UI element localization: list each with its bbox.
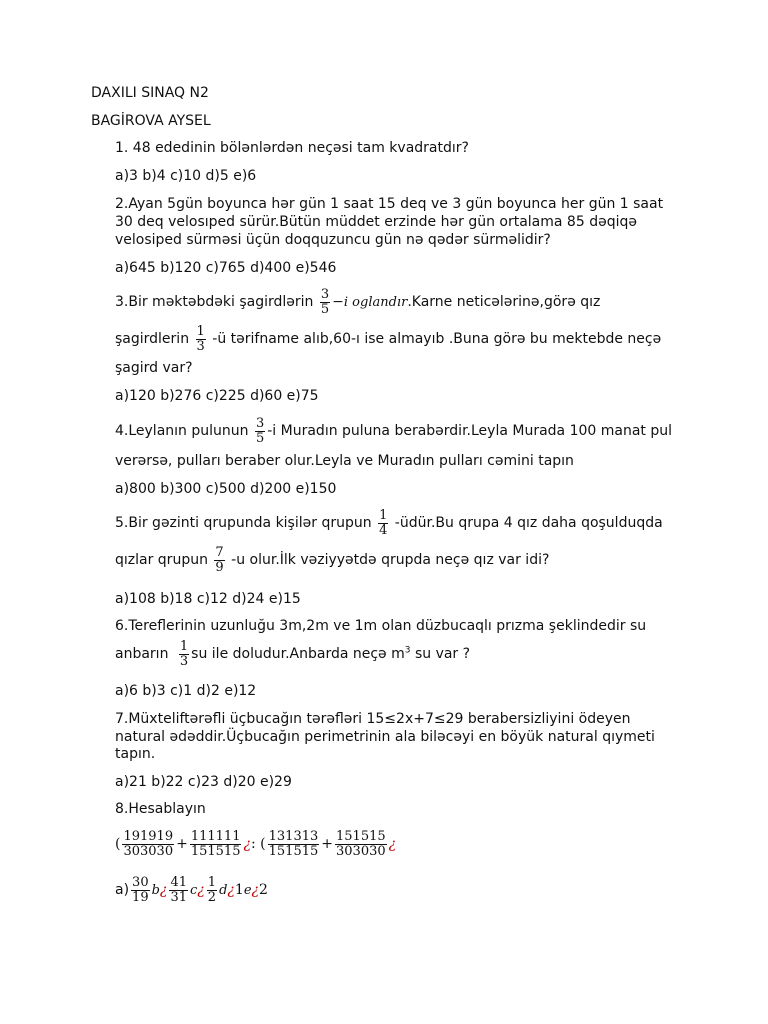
question-3-answers: a)120 b)276 c)225 d)60 e)75 — [115, 388, 319, 404]
question-8-title: 8.Hesablayın — [115, 801, 206, 817]
question-4-prefix: 4.Leylanın pulunun — [115, 423, 249, 440]
question-6-line-2 — [115, 640, 470, 668]
question-1-answers: a)3 b)4 c)10 d)5 e)6 — [115, 168, 257, 184]
fraction-one-third — [196, 325, 206, 353]
question-3-line-2-prefix: şagirdlerin — [115, 331, 190, 348]
answer-c-fraction — [207, 876, 217, 904]
question-7-line-1: 7.Müxteliftərəfli üçbucağın tərəfləri 15≤2x+7≤29 berabersizliyini ödeyen — [115, 711, 631, 727]
broken-glyph: ¿ — [197, 882, 205, 899]
fraction-denominator: 31 — [170, 889, 187, 905]
broken-glyph: ¿ — [243, 836, 251, 853]
fraction-denominator: 19 — [132, 889, 149, 905]
question-3-line-2-after: -ü tərifname alıb,60-ı ise almayıb .Buna görə bu mektebde neçə — [212, 331, 662, 348]
fraction-numerator: 1 — [179, 639, 189, 654]
answer-c-label: c — [189, 883, 198, 899]
fraction-expression-3 — [268, 830, 320, 858]
question-6-line-2-end: su var ? — [410, 646, 471, 663]
broken-glyph: ¿ — [227, 882, 235, 899]
colon-open-paren: : ( — [251, 836, 266, 853]
question-5-answers: a)108 b)18 c)12 d)24 e)15 — [115, 591, 301, 607]
document-title: DAXILI SINAQ N2 — [91, 85, 209, 101]
question-4-line-1 — [115, 417, 672, 445]
fraction-denominator: 5 — [255, 430, 265, 446]
fraction-expression-4 — [335, 830, 387, 858]
question-4-line-2: verərsə, pulları beraber olur.Leyla ve Muradın pulları cəmini tapın — [115, 453, 574, 469]
question-5-line-2-after: -u olur.İlk vəziyyətdə qrupda neçə qız var idi? — [231, 552, 550, 569]
question-6-line-2-after: su ile doludur.Anbarda neçə m — [191, 646, 405, 663]
fraction-denominator: 151515 — [190, 843, 241, 859]
answer-b-label: b — [151, 883, 160, 899]
fraction-numerator: 151515 — [336, 829, 386, 844]
question-6-line-2-prefix: anbarın — [115, 646, 169, 663]
answer-b-fraction — [169, 876, 188, 904]
answer-d-label: d — [219, 883, 228, 899]
author-name: BAGİROVA AYSEL — [91, 113, 211, 129]
fraction-numerator: 1 — [379, 508, 388, 523]
fraction-three-fifths — [255, 417, 265, 445]
question-8-answers — [115, 876, 268, 904]
fraction-denominator: 303030 — [123, 843, 174, 859]
fraction-denominator: 3 — [179, 653, 189, 669]
question-2-line-3: velosiped sürməsi üçün doqquzuncu gün nə qədər sürməlidir? — [115, 232, 551, 248]
fraction-numerator: 3 — [255, 416, 265, 431]
answer-d-value: 1 — [234, 882, 244, 899]
plus-sign: + — [176, 836, 188, 853]
question-3-line-3: şagird var? — [115, 360, 193, 376]
question-2-line-1: 2.Ayan 5gün boyunca hər gün 1 saat 15 deq ve 3 gün boyunca her gün 1 saat — [115, 196, 664, 212]
broken-glyph: ¿ — [159, 882, 168, 899]
question-7-line-2: natural ədəddir.Üçbucağın perimetrinin ala biləcəyi en böyük natural qıymeti — [115, 729, 655, 745]
fraction-denominator: 3 — [196, 338, 205, 354]
question-7-answers: a)21 b)22 c)23 d)20 e)29 — [115, 774, 292, 790]
fraction-one-fourth — [378, 509, 388, 537]
fraction-numerator: 3 — [320, 287, 330, 302]
fraction-expression-2 — [190, 830, 242, 858]
answer-a-fraction — [131, 876, 150, 904]
question-4-after: -i Muradın puluna berabərdir.Leyla Murada 100 manat pul — [267, 423, 672, 440]
question-3-line-2 — [115, 325, 661, 353]
fraction-numerator: 191919 — [123, 829, 174, 844]
question-5-line-2-prefix: qızlar qrupun — [115, 552, 208, 569]
fraction-denominator: 151515 — [268, 843, 319, 859]
question-2-answers: a)645 b)120 c)765 d)400 e)546 — [115, 260, 337, 276]
answer-a-label: a) — [115, 882, 130, 899]
fraction-numerator: 7 — [215, 545, 224, 560]
question-8-expression — [115, 830, 396, 858]
broken-glyph: ¿ — [251, 882, 260, 899]
fraction-denominator: 4 — [379, 522, 388, 538]
question-6-line-1: 6.Tereflerinin uzunluğu 3m,2m ve 1m olan düzbucaqlı prızma şeklindedir su — [115, 618, 647, 634]
plus-sign: + — [321, 836, 334, 853]
fraction-one-third — [179, 640, 189, 668]
question-2-line-2: 30 deq velosıped sürür.Bütün müddet erzinde hər gün ortalama 85 dəqiqə — [115, 214, 637, 230]
fraction-seven-ninths — [214, 546, 224, 574]
fraction-denominator: 9 — [215, 559, 224, 575]
broken-glyph: ¿ — [388, 836, 397, 853]
question-5-prefix: 5.Bir gəzinti qrupunda kişilər qrupun — [115, 515, 372, 532]
fraction-numerator: 30 — [132, 875, 149, 890]
fraction-denominator: 303030 — [336, 843, 386, 859]
question-5-after: -üdür.Bu qrupa 4 qız daha qoşulduqda — [394, 515, 663, 532]
question-3-prefix: 3.Bir məktəbdəki şagirdlərin — [115, 294, 314, 311]
open-paren: ( — [115, 836, 121, 853]
fraction-denominator: 5 — [320, 301, 330, 317]
question-6-answers: a)6 b)3 c)1 d)2 e)12 — [115, 683, 257, 699]
question-5-line-1 — [115, 509, 663, 537]
fraction-denominator: 2 — [207, 889, 217, 905]
question-7-line-3: tapın. — [115, 746, 156, 762]
answer-e-value: 2 — [259, 882, 268, 899]
math-italic-text: i oglandır — [343, 295, 408, 311]
question-4-answers: a)800 b)300 c)500 d)200 e)150 — [115, 481, 337, 497]
superscript-three: 3 — [404, 645, 411, 656]
fraction-numerator: 1 — [207, 875, 217, 890]
question-3-line-1 — [115, 288, 600, 316]
fraction-three-fifths — [320, 288, 330, 316]
question-5-line-2 — [115, 546, 549, 574]
fraction-numerator: 1 — [196, 324, 205, 339]
answer-e-label: e — [243, 883, 252, 899]
minus-sign: − — [332, 294, 344, 311]
fraction-expression-1 — [122, 830, 174, 858]
question-3-after: .Karne neticələrinə,görə qız — [407, 294, 601, 311]
question-1: 1. 48 ededinin bölənlərdən neçəsi tam kvadratdır? — [115, 140, 469, 156]
fraction-numerator: 111111 — [190, 829, 241, 844]
fraction-numerator: 41 — [170, 875, 187, 890]
fraction-numerator: 131313 — [268, 829, 319, 844]
